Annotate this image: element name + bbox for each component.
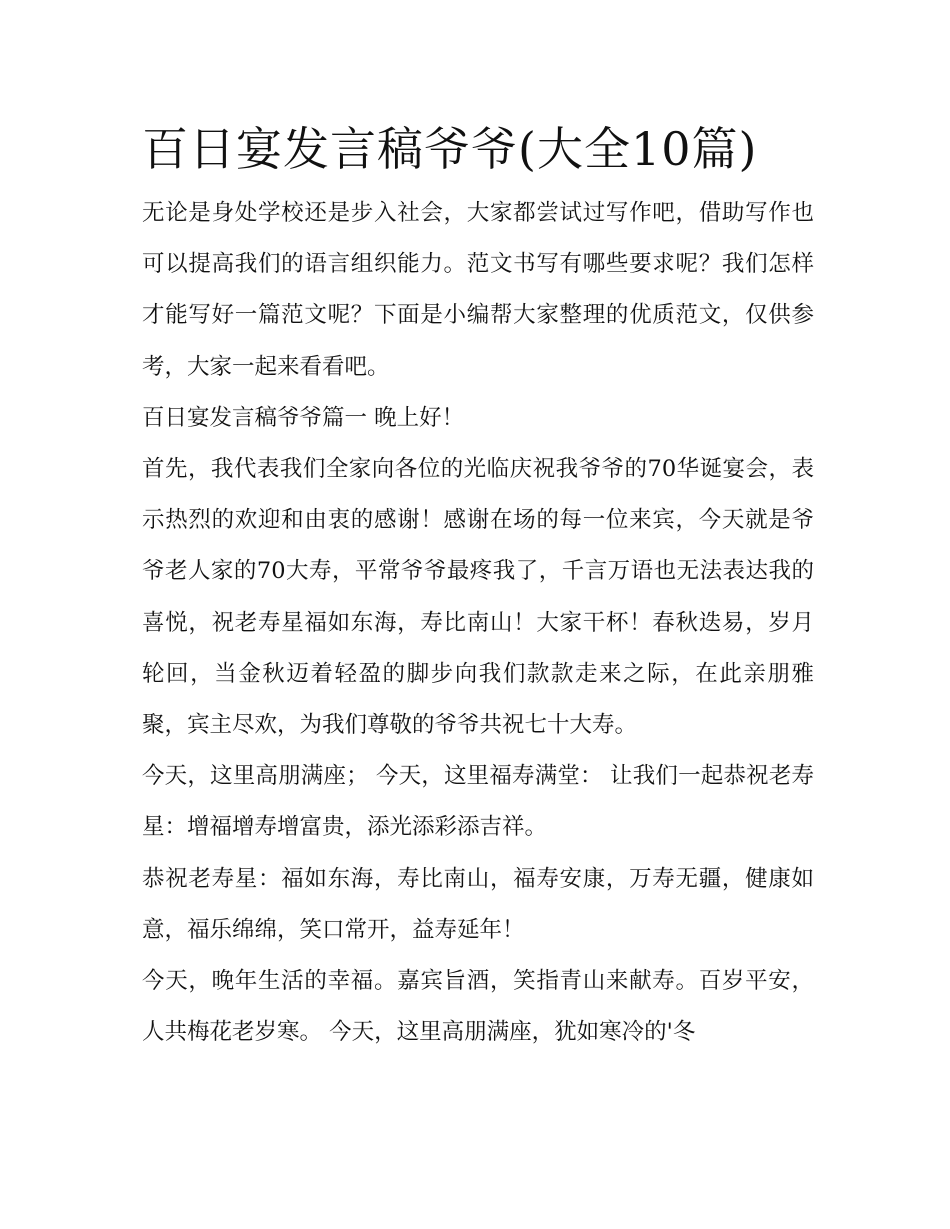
document-body (142, 118, 814, 1058)
body-paragraph: 恭祝老寿星：福如东海，寿比南山，福寿安康，万寿无疆，健康如意，福乐绵绵，笑口常开，益寿延年！ (142, 865, 814, 943)
document-title: 百日宴发言稿爷爷(大全10篇) (142, 122, 758, 176)
body-paragraph: 首先，我代表我们全家向各位的光临庆祝我爷爷的70华诞宴会，表示热烈的欢迎和由衷的感谢！感谢在场的每一位来宾，今天就是爷爷老人家的70大寿，平常爷爷最疼我了，千言万语也无法表达我的喜悦，祝老寿星福如东海，寿比南山！大家干杯！春秋迭易，岁月轮回，当金秋迈着轻盈的脚步向我们款款走来之际，在此亲朋雅聚，宾主尽欢，为我们尊敬的爷爷共祝七十大寿。 (142, 456, 814, 739)
body-paragraph: 今天，这里高朋满座； 今天，这里福寿满堂： 让我们一起恭祝老寿星：增福增寿增富贵，添光添彩添吉祥。 (142, 763, 814, 841)
body-paragraph: 今天，晚年生活的幸福。嘉宾旨酒，笑指青山来献寿。百岁平安，人共梅花老岁寒。 今天，这里高朋满座，犹如寒冷的'冬 (142, 968, 814, 1046)
section-heading-paragraph: 百日宴发言稿爷爷篇一 晚上好！ (142, 404, 465, 431)
intro-paragraph: 无论是身处学校还是步入社会，大家都尝试过写作吧，借助写作也可以提高我们的语言组织能力。范文书写有哪些要求呢？我们怎样才能写好一篇范文呢？下面是小编帮大家整理的优质范文，仅供参考，大家一起来看看吧。 (142, 200, 814, 380)
